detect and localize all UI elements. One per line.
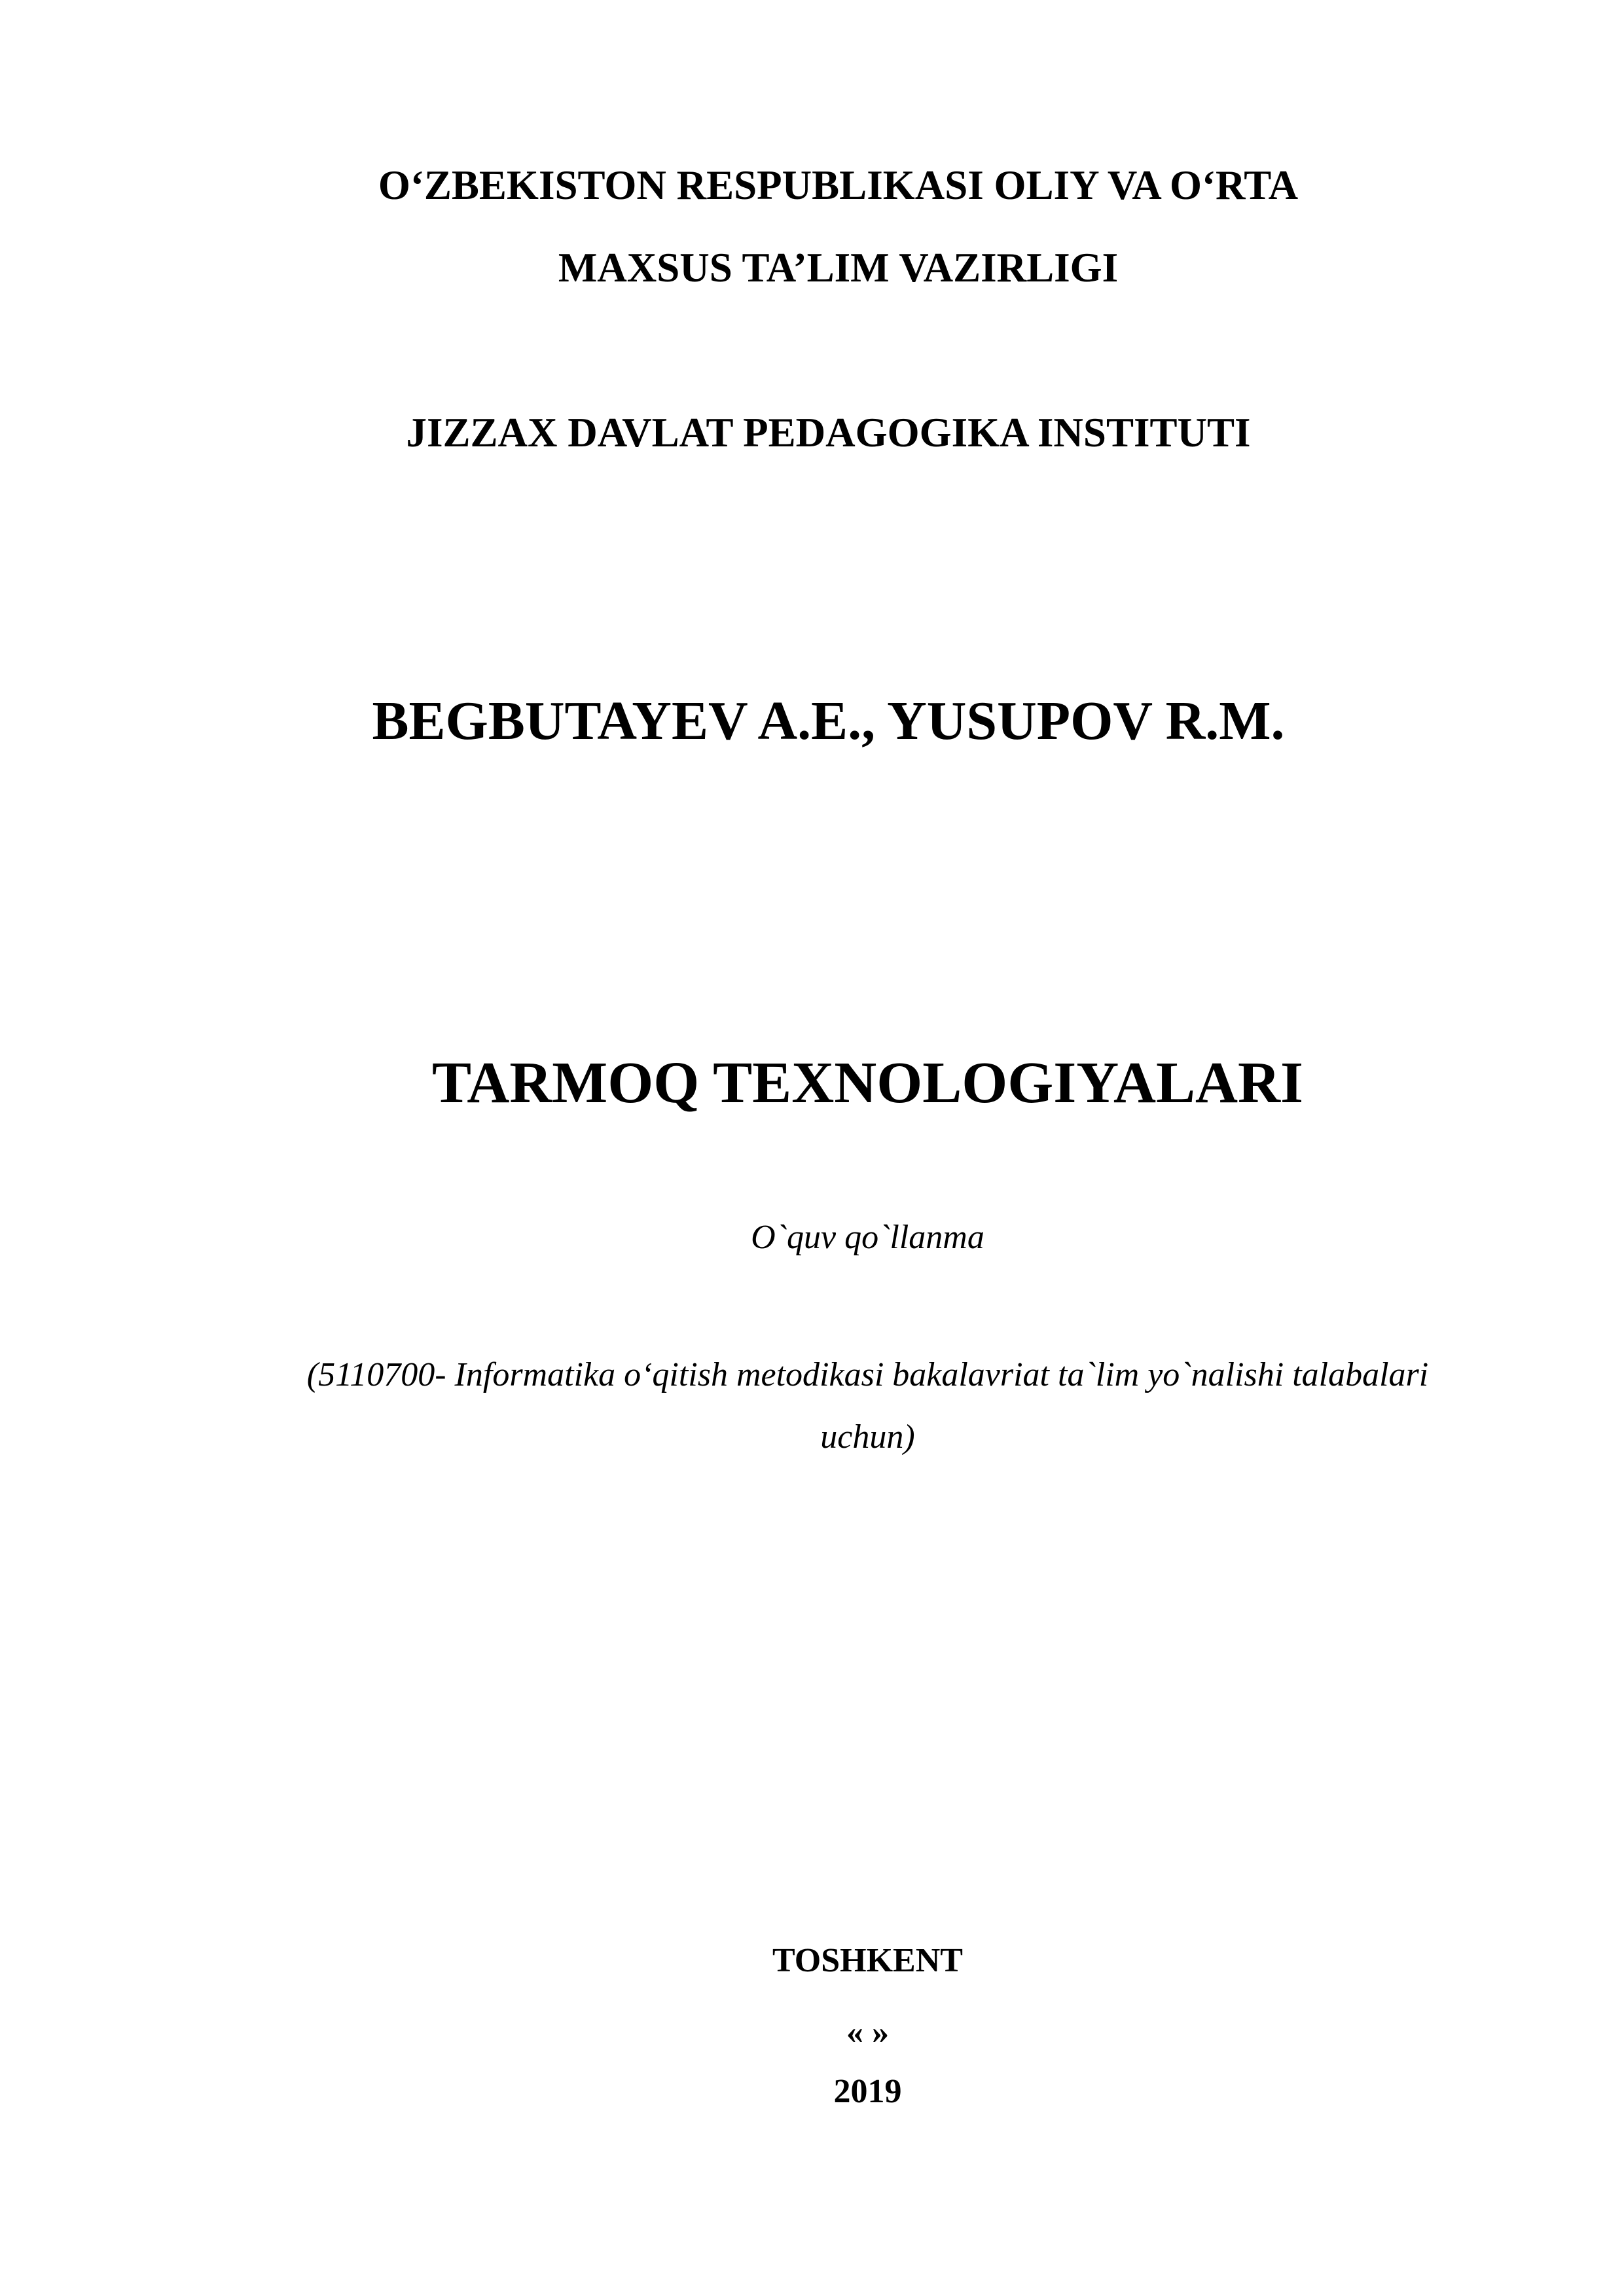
- publication-quote-marks: « »: [846, 2014, 889, 2051]
- publication-city: TOSHKENT: [772, 1942, 963, 1979]
- authors: BEGBUTAYEV A.E., YUSUPOV R.M.: [372, 691, 1285, 751]
- publication-year: 2019: [833, 2073, 902, 2110]
- ministry-name-line-1: O‘ZBEKISTON RESPUBLIKASI OLIY VA O‘RTA: [378, 162, 1299, 208]
- institute-name: JIZZAX DAVLAT PEDAGOGIKA INSTITUTI: [406, 410, 1251, 456]
- target-audience-line-1: (5110700- Informatika o‘qitish metodikasi bakalavriat ta`lim yo`nalishi talabalari: [306, 1356, 1429, 1393]
- book-subtitle: O`quv qo`llanma: [751, 1219, 984, 1256]
- ministry-name-line-2: MAXSUS TA’LIM VAZIRLIGI: [558, 245, 1119, 291]
- book-title: TARMOQ TEXNOLOGIYALARI: [431, 1050, 1304, 1115]
- target-audience-line-2: uchun): [820, 1418, 915, 1456]
